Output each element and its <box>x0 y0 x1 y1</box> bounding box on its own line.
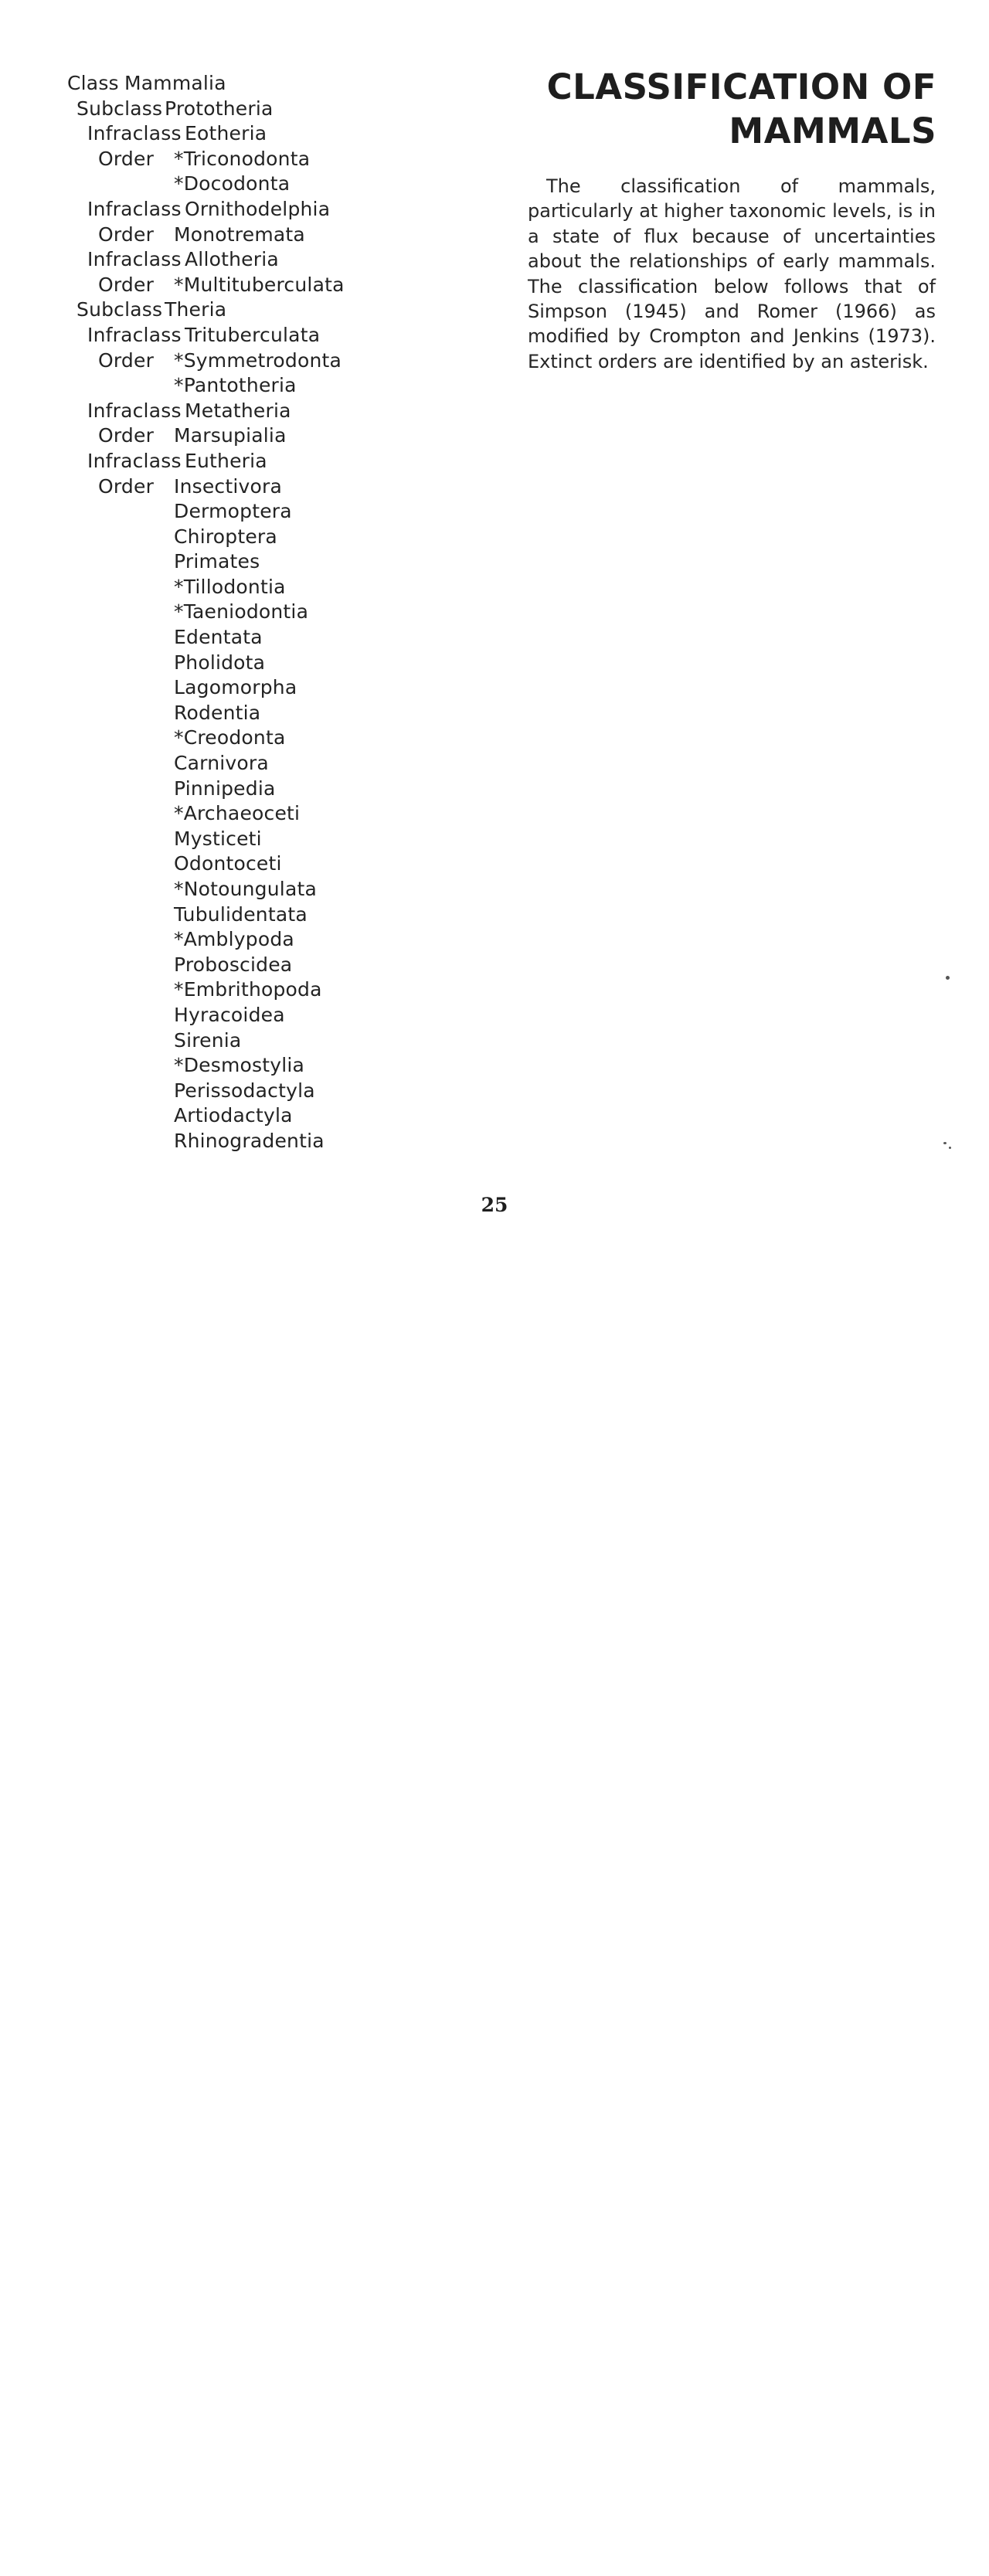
intro-paragraph: The classification of mammals, particularly at higher taxonomic levels, is in a state of flux because of uncertainties about the relationships of early mammals. The classification below follows that of Simpson (1945) and Romer (1966) as modified by Crompton and Jenkins (1973). Extinct orders are identified by an asterisk. <box>528 175 936 372</box>
taxon-row-cont <box>67 701 500 726</box>
taxon-row-cont <box>67 651 500 676</box>
rank-label: Subclass <box>76 298 163 321</box>
taxon-name: *Creodonta <box>174 726 286 749</box>
rank-label: Class <box>67 72 119 94</box>
taxon-name: Perissodactyla <box>174 1079 315 1102</box>
taxon-row-cont <box>67 625 500 651</box>
taxon-row-cont <box>67 172 500 197</box>
taxon-row-cont <box>67 953 500 978</box>
taxon-name: Monotremata <box>174 223 305 246</box>
rank-label: Order <box>98 348 155 372</box>
taxon-row-cont <box>67 751 500 777</box>
rank-label: Infraclass <box>87 449 182 472</box>
taxon-name: Theria <box>165 298 227 321</box>
taxon-name: Eutheria <box>185 449 267 472</box>
taxon-name: *Symmetrodonta <box>174 348 342 372</box>
rank-label: Order <box>98 424 155 447</box>
taxon-row-infraclass <box>67 197 500 223</box>
scan-speck <box>946 976 950 980</box>
rank-label: Order <box>98 223 155 246</box>
taxon-name: *Taeniodontia <box>174 600 309 624</box>
taxon-name: *Desmostylia <box>174 1054 305 1077</box>
page-number: 25 <box>481 1194 508 1216</box>
taxon-row-cont <box>67 1003 500 1028</box>
taxon-name: Mysticeti <box>174 827 262 850</box>
taxon-row-class <box>67 71 500 97</box>
taxon-row-cont <box>67 827 500 852</box>
rank-label: Order <box>98 474 155 498</box>
rank-label: Infraclass <box>87 122 182 145</box>
title-line-1: CLASSIFICATION OF <box>546 66 936 107</box>
taxon-row-infraclass <box>67 399 500 424</box>
rank-label: Subclass <box>76 97 163 120</box>
taxon-name: Insectivora <box>174 474 283 498</box>
taxon-name: Rodentia <box>174 701 261 724</box>
taxon-name: Pholidota <box>174 651 266 674</box>
taxon-row-order <box>67 474 500 500</box>
scan-speck <box>943 1142 947 1144</box>
taxon-name: Pinnipedia <box>174 777 276 800</box>
scan-speck <box>949 1147 951 1149</box>
taxon-row-infraclass <box>67 121 500 147</box>
taxon-row-cont <box>67 777 500 802</box>
rank-label: Infraclass <box>87 399 182 422</box>
taxon-row-cont <box>67 1103 500 1129</box>
taxon-name: *Pantotheria <box>174 374 297 397</box>
taxon-row-cont <box>67 525 500 550</box>
taxon-row-cont <box>67 1079 500 1104</box>
taxon-name: *Amblypoda <box>174 928 294 951</box>
taxon-name: Ornithodelphia <box>185 197 331 220</box>
taxon-name: *Archaeoceti <box>174 802 301 825</box>
taxon-row-order <box>67 147 500 172</box>
taxon-row-cont <box>67 977 500 1003</box>
taxon-name: Sirenia <box>174 1028 242 1052</box>
taxon-name: Marsupialia <box>174 424 287 447</box>
rank-label: Infraclass <box>87 248 182 271</box>
taxon-name: Proboscidea <box>174 953 293 976</box>
taxon-name: Edentata <box>174 626 263 649</box>
taxon-row-cont <box>67 373 500 399</box>
taxon-name: Trituberculata <box>185 323 321 346</box>
taxon-row-cont <box>67 1053 500 1079</box>
taxon-name: Prototheria <box>165 97 274 120</box>
rank-label: Infraclass <box>87 323 182 346</box>
taxon-row-cont <box>67 726 500 751</box>
taxon-row-cont <box>67 851 500 877</box>
taxon-name: *Notoungulata <box>174 878 317 900</box>
taxon-row-cont <box>67 1129 500 1154</box>
taxon-row-cont <box>67 927 500 953</box>
taxon-row-order <box>67 223 500 248</box>
taxon-name: *Embrithopoda <box>174 978 322 1001</box>
taxon-name: *Triconodonta <box>174 147 311 170</box>
taxon-name: *Docodonta <box>174 172 291 195</box>
taxon-name: Artiodactyla <box>174 1104 293 1127</box>
taxon-name: *Tillodontia <box>174 575 286 598</box>
taxon-row-order <box>67 273 500 298</box>
taxon-row-cont <box>67 801 500 827</box>
rank-label: Infraclass <box>87 197 182 220</box>
title-line-2: MAMMALS <box>729 110 936 151</box>
page-title <box>504 65 936 153</box>
taxon-row-cont <box>67 877 500 902</box>
taxon-row-cont <box>67 549 500 575</box>
taxon-name: Lagomorpha <box>174 676 297 699</box>
taxon-row-cont <box>67 675 500 701</box>
taxon-row-cont <box>67 575 500 600</box>
taxon-name: Eotheria <box>185 122 267 145</box>
taxon-row-cont <box>67 902 500 928</box>
taxon-row-subclass <box>67 297 500 323</box>
taxon-name: Carnivora <box>174 752 269 775</box>
taxon-name: Tubulidentata <box>174 902 308 926</box>
taxonomy-list <box>67 71 500 1154</box>
taxon-row-order <box>67 423 500 449</box>
rank-label: Order <box>98 273 155 296</box>
taxon-name: Chiroptera <box>174 525 277 548</box>
taxon-name: Odontoceti <box>174 852 282 875</box>
taxon-name: Dermoptera <box>174 500 292 523</box>
taxon-name: Rhinogradentia <box>174 1129 325 1152</box>
taxon-name: Metatheria <box>185 399 291 422</box>
taxon-name: Primates <box>174 550 260 573</box>
taxon-row-cont <box>67 1028 500 1054</box>
taxon-row-order <box>67 348 500 374</box>
rank-label: Order <box>98 147 155 170</box>
taxon-row-cont <box>67 499 500 525</box>
taxon-row-infraclass <box>67 449 500 474</box>
taxon-row-subclass <box>67 97 500 122</box>
taxon-row-cont <box>67 600 500 625</box>
taxon-row-infraclass <box>67 323 500 348</box>
taxon-row-infraclass <box>67 247 500 273</box>
taxon-name: Mammalia <box>124 72 226 94</box>
taxon-name: *Multituberculata <box>174 273 345 296</box>
taxon-name: Allotheria <box>185 248 279 271</box>
taxon-name: Hyracoidea <box>174 1003 285 1026</box>
